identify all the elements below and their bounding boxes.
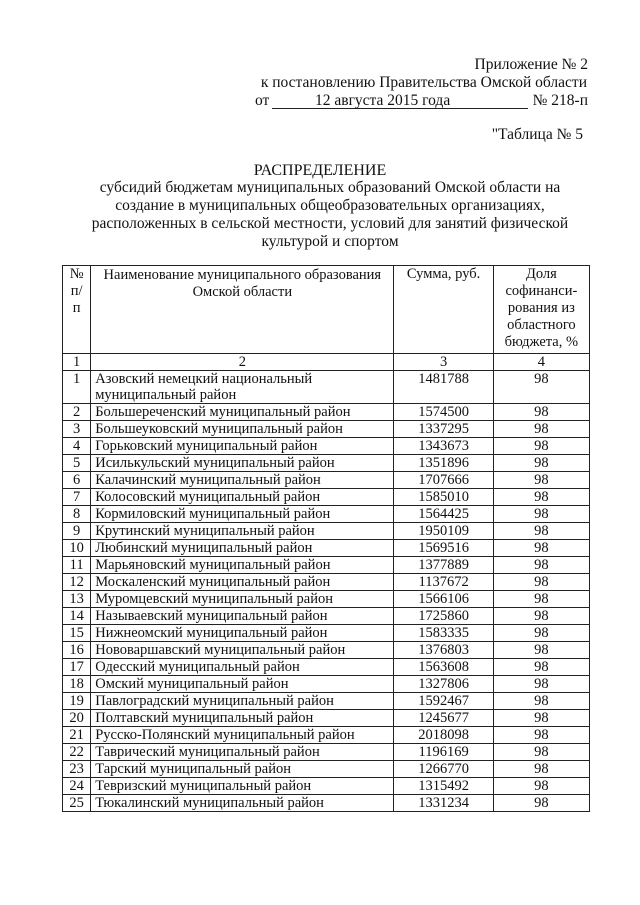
row-number: 10	[63, 540, 91, 557]
row-number: 17	[63, 659, 91, 676]
table-row	[63, 455, 590, 472]
row-share: 98	[493, 727, 589, 744]
row-share: 98	[493, 795, 589, 812]
table-row	[63, 489, 590, 506]
row-municipality: Горьковский муниципальный район	[91, 438, 394, 455]
row-municipality: Нижнеомский муниципальный район	[91, 625, 394, 642]
row-sum: 1481788	[394, 371, 493, 404]
table-row	[63, 523, 590, 540]
table-row	[63, 506, 590, 523]
row-number: 3	[63, 421, 91, 438]
row-sum: 1569516	[394, 540, 493, 557]
row-municipality: Павлоградский муниципальный район	[91, 693, 394, 710]
row-share: 98	[493, 778, 589, 795]
row-share: 98	[493, 523, 589, 540]
row-number: 4	[63, 438, 91, 455]
row-municipality: Крутинский муниципальный район	[91, 523, 394, 540]
row-share: 98	[493, 591, 589, 608]
row-sum: 1137672	[394, 574, 493, 591]
table-row	[63, 371, 590, 404]
table-row	[63, 778, 590, 795]
row-municipality: Тевризский муниципальный район	[91, 778, 394, 795]
row-sum: 1566106	[394, 591, 493, 608]
table-row	[63, 761, 590, 778]
table-row	[63, 625, 590, 642]
row-share: 98	[493, 608, 589, 625]
table-row	[63, 659, 590, 676]
row-number: 12	[63, 574, 91, 591]
row-municipality: Колосовский муниципальный район	[91, 489, 394, 506]
row-municipality: Полтавский муниципальный район	[91, 710, 394, 727]
row-sum: 1266770	[394, 761, 493, 778]
row-municipality: Исилькульский муниципальный район	[91, 455, 394, 472]
row-number: 21	[63, 727, 91, 744]
row-municipality: Азовский немецкий национальный муниципальный район	[91, 371, 394, 404]
row-share: 98	[493, 540, 589, 557]
decree-date: 12 августа 2015 года	[315, 92, 451, 109]
subsidy-table	[62, 265, 590, 812]
row-municipality: Любинский муниципальный район	[91, 540, 394, 557]
row-municipality: Называевский муниципальный район	[91, 608, 394, 625]
row-sum: 1343673	[394, 438, 493, 455]
row-municipality: Тюкалинский муниципальный район	[91, 795, 394, 812]
row-share: 98	[493, 506, 589, 523]
row-municipality: Кормиловский муниципальный район	[91, 506, 394, 523]
row-number: 18	[63, 676, 91, 693]
row-share: 98	[493, 625, 589, 642]
row-municipality: Таврический муниципальный район	[91, 744, 394, 761]
row-sum: 1245677	[394, 710, 493, 727]
table-row	[63, 795, 590, 812]
row-number: 2	[63, 404, 91, 421]
annex-label: Приложение № 2	[474, 56, 588, 73]
row-sum: 2018098	[394, 727, 493, 744]
column-index: 1	[63, 354, 91, 371]
table-row	[63, 744, 590, 761]
table-label: "Таблица № 5	[491, 126, 583, 143]
row-share: 98	[493, 693, 589, 710]
row-sum: 1377889	[394, 557, 493, 574]
row-sum: 1196169	[394, 744, 493, 761]
table-row	[63, 404, 590, 421]
row-sum: 1574500	[394, 404, 493, 421]
table-row	[63, 676, 590, 693]
row-sum: 1376803	[394, 642, 493, 659]
row-share: 98	[493, 659, 589, 676]
document-heading: РАСПРЕДЕЛЕНИЕ	[253, 162, 387, 179]
row-sum: 1564425	[394, 506, 493, 523]
table-row	[63, 540, 590, 557]
column-index-row	[63, 354, 590, 371]
table-row	[63, 421, 590, 438]
row-municipality: Нововаршавский муниципальный район	[91, 642, 394, 659]
row-municipality: Большеуковский муниципальный район	[91, 421, 394, 438]
row-number: 11	[63, 557, 91, 574]
row-share: 98	[493, 455, 589, 472]
row-number: 16	[63, 642, 91, 659]
row-number: 24	[63, 778, 91, 795]
row-number: 13	[63, 591, 91, 608]
row-number: 19	[63, 693, 91, 710]
row-share: 98	[493, 421, 589, 438]
row-sum: 1592467	[394, 693, 493, 710]
row-municipality: Калачинский муниципальный район	[91, 472, 394, 489]
row-municipality: Москаленский муниципальный район	[91, 574, 394, 591]
row-municipality: Одесский муниципальный район	[91, 659, 394, 676]
row-share: 98	[493, 472, 589, 489]
row-sum: 1725860	[394, 608, 493, 625]
column-index: 4	[493, 354, 589, 371]
row-municipality: Омский муниципальный район	[91, 676, 394, 693]
row-number: 23	[63, 761, 91, 778]
row-number: 6	[63, 472, 91, 489]
row-share: 98	[493, 574, 589, 591]
decree-number: № 218-п	[532, 92, 588, 109]
row-share: 98	[493, 710, 589, 727]
row-share: 98	[493, 489, 589, 506]
row-municipality: Большереченский муниципальный район	[91, 404, 394, 421]
header-number: № п/п	[63, 266, 91, 354]
row-municipality: Муромцевский муниципальный район	[91, 591, 394, 608]
document-subtitle: субсидий бюджетам муниципальных образований Омской области на создание в муниципальных общеобразовательных организациях, расположенных в сельской местности, условий для занятий физической культурой и спортом	[91, 179, 569, 250]
row-sum: 1337295	[394, 421, 493, 438]
header-share: Доля софинанси-рования из областного бюджета, %	[493, 266, 589, 354]
table-row	[63, 608, 590, 625]
table-row	[63, 693, 590, 710]
decree-date-row	[255, 92, 588, 112]
row-number: 22	[63, 744, 91, 761]
row-sum: 1327806	[394, 676, 493, 693]
row-share: 98	[493, 676, 589, 693]
from-label: от	[255, 92, 270, 109]
row-number: 7	[63, 489, 91, 506]
column-index: 2	[91, 354, 394, 371]
row-number: 25	[63, 795, 91, 812]
row-sum: 1950109	[394, 523, 493, 540]
row-municipality: Тарский муниципальный район	[91, 761, 394, 778]
row-share: 98	[493, 642, 589, 659]
row-share: 98	[493, 404, 589, 421]
row-municipality: Марьяновский муниципальный район	[91, 557, 394, 574]
row-sum: 1563608	[394, 659, 493, 676]
row-sum: 1315492	[394, 778, 493, 795]
table-row	[63, 710, 590, 727]
table-row	[63, 472, 590, 489]
table-row	[63, 727, 590, 744]
row-sum: 1583335	[394, 625, 493, 642]
row-number: 5	[63, 455, 91, 472]
table-row	[63, 438, 590, 455]
row-share: 98	[493, 761, 589, 778]
row-number: 8	[63, 506, 91, 523]
row-share: 98	[493, 371, 589, 404]
column-index: 3	[394, 354, 493, 371]
row-sum: 1707666	[394, 472, 493, 489]
decree-reference: к постановлению Правительства Омской области	[260, 74, 587, 91]
row-number: 20	[63, 710, 91, 727]
table-header-row	[63, 266, 590, 354]
row-share: 98	[493, 438, 589, 455]
header-name: Наименование муниципального образования Омской области	[91, 266, 394, 354]
table-row	[63, 557, 590, 574]
table-row	[63, 574, 590, 591]
row-share: 98	[493, 557, 589, 574]
header-sum: Сумма, руб.	[394, 266, 493, 354]
row-sum: 1351896	[394, 455, 493, 472]
table-row	[63, 642, 590, 659]
row-number: 14	[63, 608, 91, 625]
table-row	[63, 591, 590, 608]
row-municipality: Русско-Полянский муниципальный район	[91, 727, 394, 744]
row-number: 15	[63, 625, 91, 642]
row-number: 9	[63, 523, 91, 540]
row-share: 98	[493, 744, 589, 761]
row-sum: 1331234	[394, 795, 493, 812]
row-sum: 1585010	[394, 489, 493, 506]
row-number: 1	[63, 371, 91, 404]
